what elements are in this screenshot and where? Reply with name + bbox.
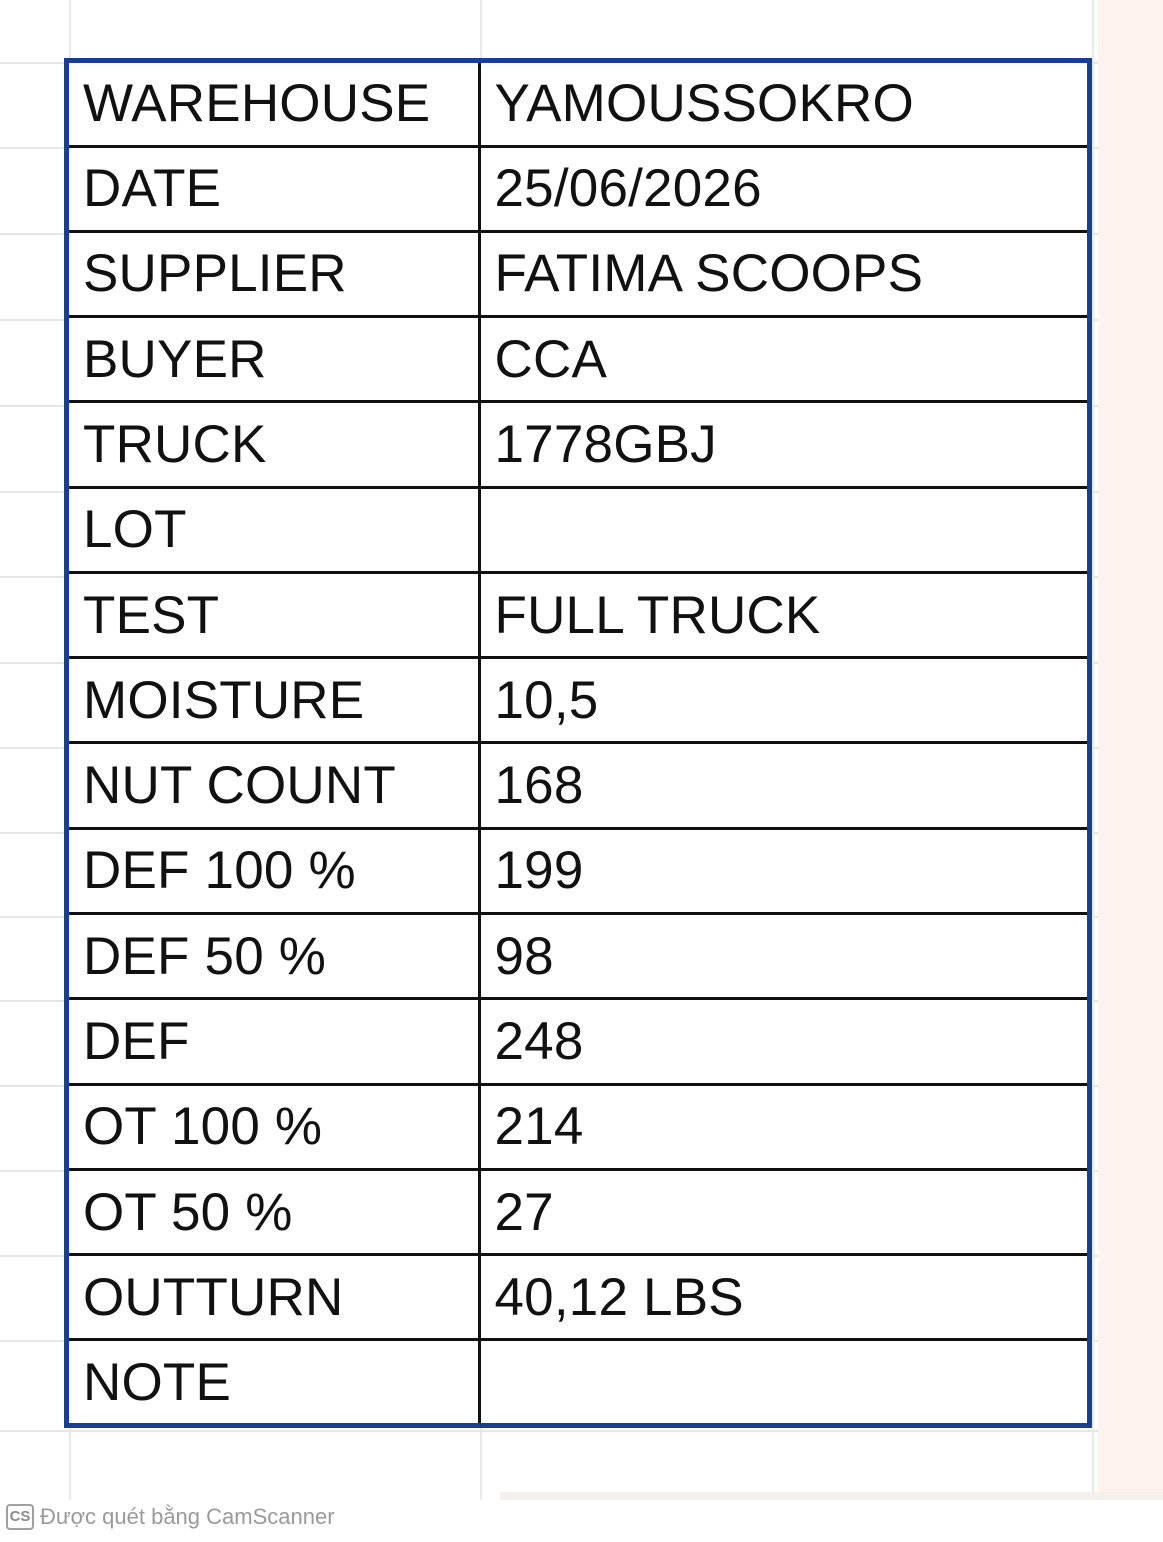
table-row	[69, 231, 1087, 316]
table-row	[69, 914, 1087, 999]
field-value: FULL TRUCK	[479, 572, 1087, 657]
field-label: NOTE	[69, 1340, 479, 1423]
field-value: 27	[479, 1169, 1087, 1254]
grid-line	[1092, 0, 1094, 1500]
table-row	[69, 63, 1087, 146]
field-value: FATIMA SCOOPS	[479, 231, 1087, 316]
field-label: BUYER	[69, 317, 479, 402]
field-label: NUT COUNT	[69, 743, 479, 828]
field-label: OUTTURN	[69, 1255, 479, 1340]
field-label: DATE	[69, 146, 479, 231]
grid-line	[0, 1430, 1100, 1432]
table-row	[69, 999, 1087, 1084]
field-value: 98	[479, 914, 1087, 999]
field-value: 10,5	[479, 658, 1087, 743]
field-label: OT 50 %	[69, 1169, 479, 1254]
field-value: 248	[479, 999, 1087, 1084]
table-row	[69, 317, 1087, 402]
table-row	[69, 1255, 1087, 1340]
table-row	[69, 487, 1087, 572]
inspection-report-frame	[64, 58, 1092, 1428]
table-row	[69, 402, 1087, 487]
table-row	[69, 146, 1087, 231]
field-value: 40,12 LBS	[479, 1255, 1087, 1340]
page-edge-shadow	[1098, 0, 1163, 1500]
field-label: DEF 100 %	[69, 828, 479, 913]
field-value: YAMOUSSOKRO	[479, 63, 1087, 146]
table-row	[69, 1169, 1087, 1254]
field-value: 168	[479, 743, 1087, 828]
field-value: 25/06/2026	[479, 146, 1087, 231]
table-row	[69, 572, 1087, 657]
field-label: MOISTURE	[69, 658, 479, 743]
table-row	[69, 658, 1087, 743]
field-value: 1778GBJ	[479, 402, 1087, 487]
table-row	[69, 1084, 1087, 1169]
camscanner-logo-icon: CS	[6, 1504, 34, 1530]
field-value: 199	[479, 828, 1087, 913]
table-row	[69, 828, 1087, 913]
field-label: TRUCK	[69, 402, 479, 487]
field-label: DEF	[69, 999, 479, 1084]
field-label: OT 100 %	[69, 1084, 479, 1169]
scanner-watermark-text: Được quét bằng CamScanner	[40, 1504, 335, 1529]
table-row	[69, 1340, 1087, 1423]
page-edge-shadow	[500, 1492, 1163, 1500]
field-label: TEST	[69, 572, 479, 657]
field-label: SUPPLIER	[69, 231, 479, 316]
table-row	[69, 743, 1087, 828]
field-value: CCA	[479, 317, 1087, 402]
inspection-report-table	[69, 63, 1087, 1423]
scanner-watermark	[6, 1502, 335, 1532]
field-label: LOT	[69, 487, 479, 572]
field-value: 214	[479, 1084, 1087, 1169]
field-value	[479, 487, 1087, 572]
field-value	[479, 1340, 1087, 1423]
field-label: WAREHOUSE	[69, 63, 479, 146]
field-label: DEF 50 %	[69, 914, 479, 999]
